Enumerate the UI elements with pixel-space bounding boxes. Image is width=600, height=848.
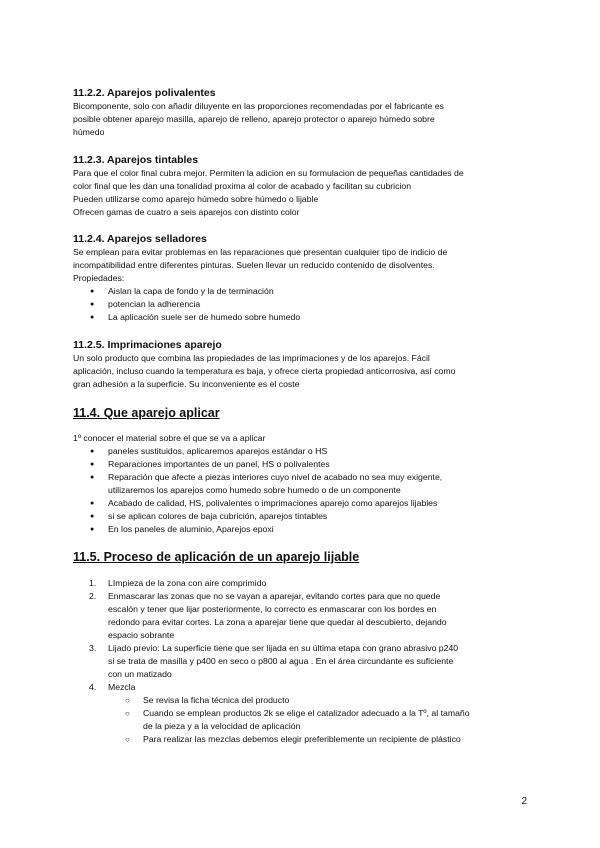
paragraph-line: aplicación, incluso cuando la temperatura es baja, y ofrece cierta propiedad anticorrosiva, así como: [73, 366, 456, 376]
paragraph-line: 1º conocer el material sobre el que se va a aplicar: [73, 433, 266, 443]
substep-item: ○ Para realizar las mezclas debemos elegir preferiblemente un recipiente de plástico: [143, 733, 533, 746]
proceso-steps-list: [73, 577, 533, 746]
heading-que-aparejo-aplicar: 11.4. Que aparejo aplicar: [73, 406, 220, 420]
page-number: 2: [521, 796, 527, 807]
list-item: ● paneles sustituidos, aplicaremos aparejos estándar o HS: [108, 445, 533, 458]
paragraph-line: color final que les dan una tonalidad proxima al color de acabado y facilitan su cubricion: [73, 181, 412, 191]
step-text: LImpieza de la zona con aire comprimido: [108, 578, 267, 588]
paragraph-line: gran adhesión a la superficie. Su inconveniente es el coste: [73, 379, 300, 389]
document-body: [73, 86, 533, 746]
heading-proceso-aplicacion: 11.5. Proceso de aplicación de un aparejo lijable: [73, 550, 360, 564]
step-item: [89, 681, 533, 746]
list-item: ● La aplicación suele ser de humedo sobre humedo: [108, 311, 533, 324]
paragraph-line: Ofrecen gamas de cuatro a seis aparejos con distinto color: [73, 207, 300, 217]
step-item: [89, 642, 533, 681]
heading-aparejos-polivalentes: 11.2.2. Aparejos polivalentes: [73, 87, 216, 99]
list-item-continuation: [108, 484, 533, 497]
step-text: Lijado previo: La superficie tiene que ser lijada en su última etapa con grano abrasivo p240: [108, 643, 459, 653]
step-item: [89, 577, 533, 590]
list-item: ● Reparaciones importantes de un panel, HS o polivalentes: [108, 458, 533, 471]
step-number: 3.: [89, 643, 97, 653]
step-text: con un matizado: [108, 669, 172, 679]
step-text: redondo para evitar cortes. La zona a aparejar tiene que quedar al descubierto, dejando: [108, 617, 447, 627]
paragraph-line: Propiedades:: [73, 273, 125, 283]
list-item: ● si se aplican colores de baja cubrición, aparejos tintables: [108, 510, 533, 523]
paragraph-line: posible obtener aparejo masilla, aparejo de relleno, aparejo protector o aparejo húmedo sobre: [73, 114, 435, 124]
propiedades-list: [73, 285, 533, 324]
step-number: 4.: [89, 682, 97, 692]
paragraph-line: Se emplean para evitar problemas en las reparaciones que presentan cualquier tipo de indicio de: [73, 247, 448, 257]
step-text: si se trata de masilla y p400 en seco o p800 al agua . En el área circundante es suficiente: [108, 656, 454, 666]
heading-imprimaciones-aparejo: 11.2.5. Imprimaciones aparejo: [73, 339, 222, 351]
substep-item: [143, 707, 533, 733]
step-number: 2.: [89, 591, 97, 601]
paragraph-line: Pueden utilizarse como aparejo húmedo sobre húmedo o lijable: [73, 194, 319, 204]
substep-item: ○ Se revisa la ficha técnica del producto: [143, 694, 533, 707]
paragraph-line: incompatibilidad entre diferentes pinturas. Suelen llevar un reducido contenido de disolventes.: [73, 260, 435, 270]
step-text: escalón y tener que lijar posteriormente, lo correcto es enmascarar con los bordes en: [108, 604, 437, 614]
substep-text: de la pieza y a la velocidad de aplicación: [143, 721, 301, 731]
step-text: espacio sobrante: [108, 630, 175, 640]
list-item: ● Acabado de calidad, HS, polivalentes o imprimaciones aparejo como aparejos lijables: [108, 497, 533, 510]
paragraph-line: Un solo producto que combina las propiedades de las imprimaciones y de los aparejos. Fácil: [73, 353, 430, 363]
heading-aparejos-selladores: 11.2.4. Aparejos selladores: [73, 233, 207, 245]
substep-text: ○ Cuando se emplean productos 2k se elige el catalizador adecuado a la Tº, al tamaño: [143, 708, 470, 718]
list-item: ● En los paneles de aluminio, Aparejos epoxi: [108, 523, 533, 536]
step-text: Enmascarar las zonas que no se vayan a aparejar, evitando cortes para que no quede: [108, 591, 441, 601]
paragraph-line: húmedo: [73, 127, 105, 137]
aparejo-criteria-list: [73, 445, 533, 536]
list-item: ● potencian la adherencia: [108, 298, 533, 311]
list-item: ● Aislan la capa de fondo y la de terminación: [108, 285, 533, 298]
step-number: 1.: [89, 578, 97, 588]
step-item: [89, 590, 533, 642]
list-item: ● Reparación que afecte a piezas interiores cuyo nivel de acabado no sea muy exigente,: [108, 471, 533, 484]
paragraph-line: Bicomponente, solo con añadir diluyente en las proporciones recomendadas por el fabricante es: [73, 101, 444, 111]
step-text: Mezcla: [108, 682, 136, 692]
paragraph-line: Para que el color final cubra mejor. Permiten la adicion en su formulacion de pequeñas cantidades de: [73, 168, 464, 178]
heading-aparejos-tintables: 11.2.3. Aparejos tintables: [73, 154, 199, 166]
mezcla-substeps-list: [108, 694, 533, 746]
continuation-text: utilizaremos los aparejos como humedo sobre humedo o de un componente: [108, 485, 401, 495]
